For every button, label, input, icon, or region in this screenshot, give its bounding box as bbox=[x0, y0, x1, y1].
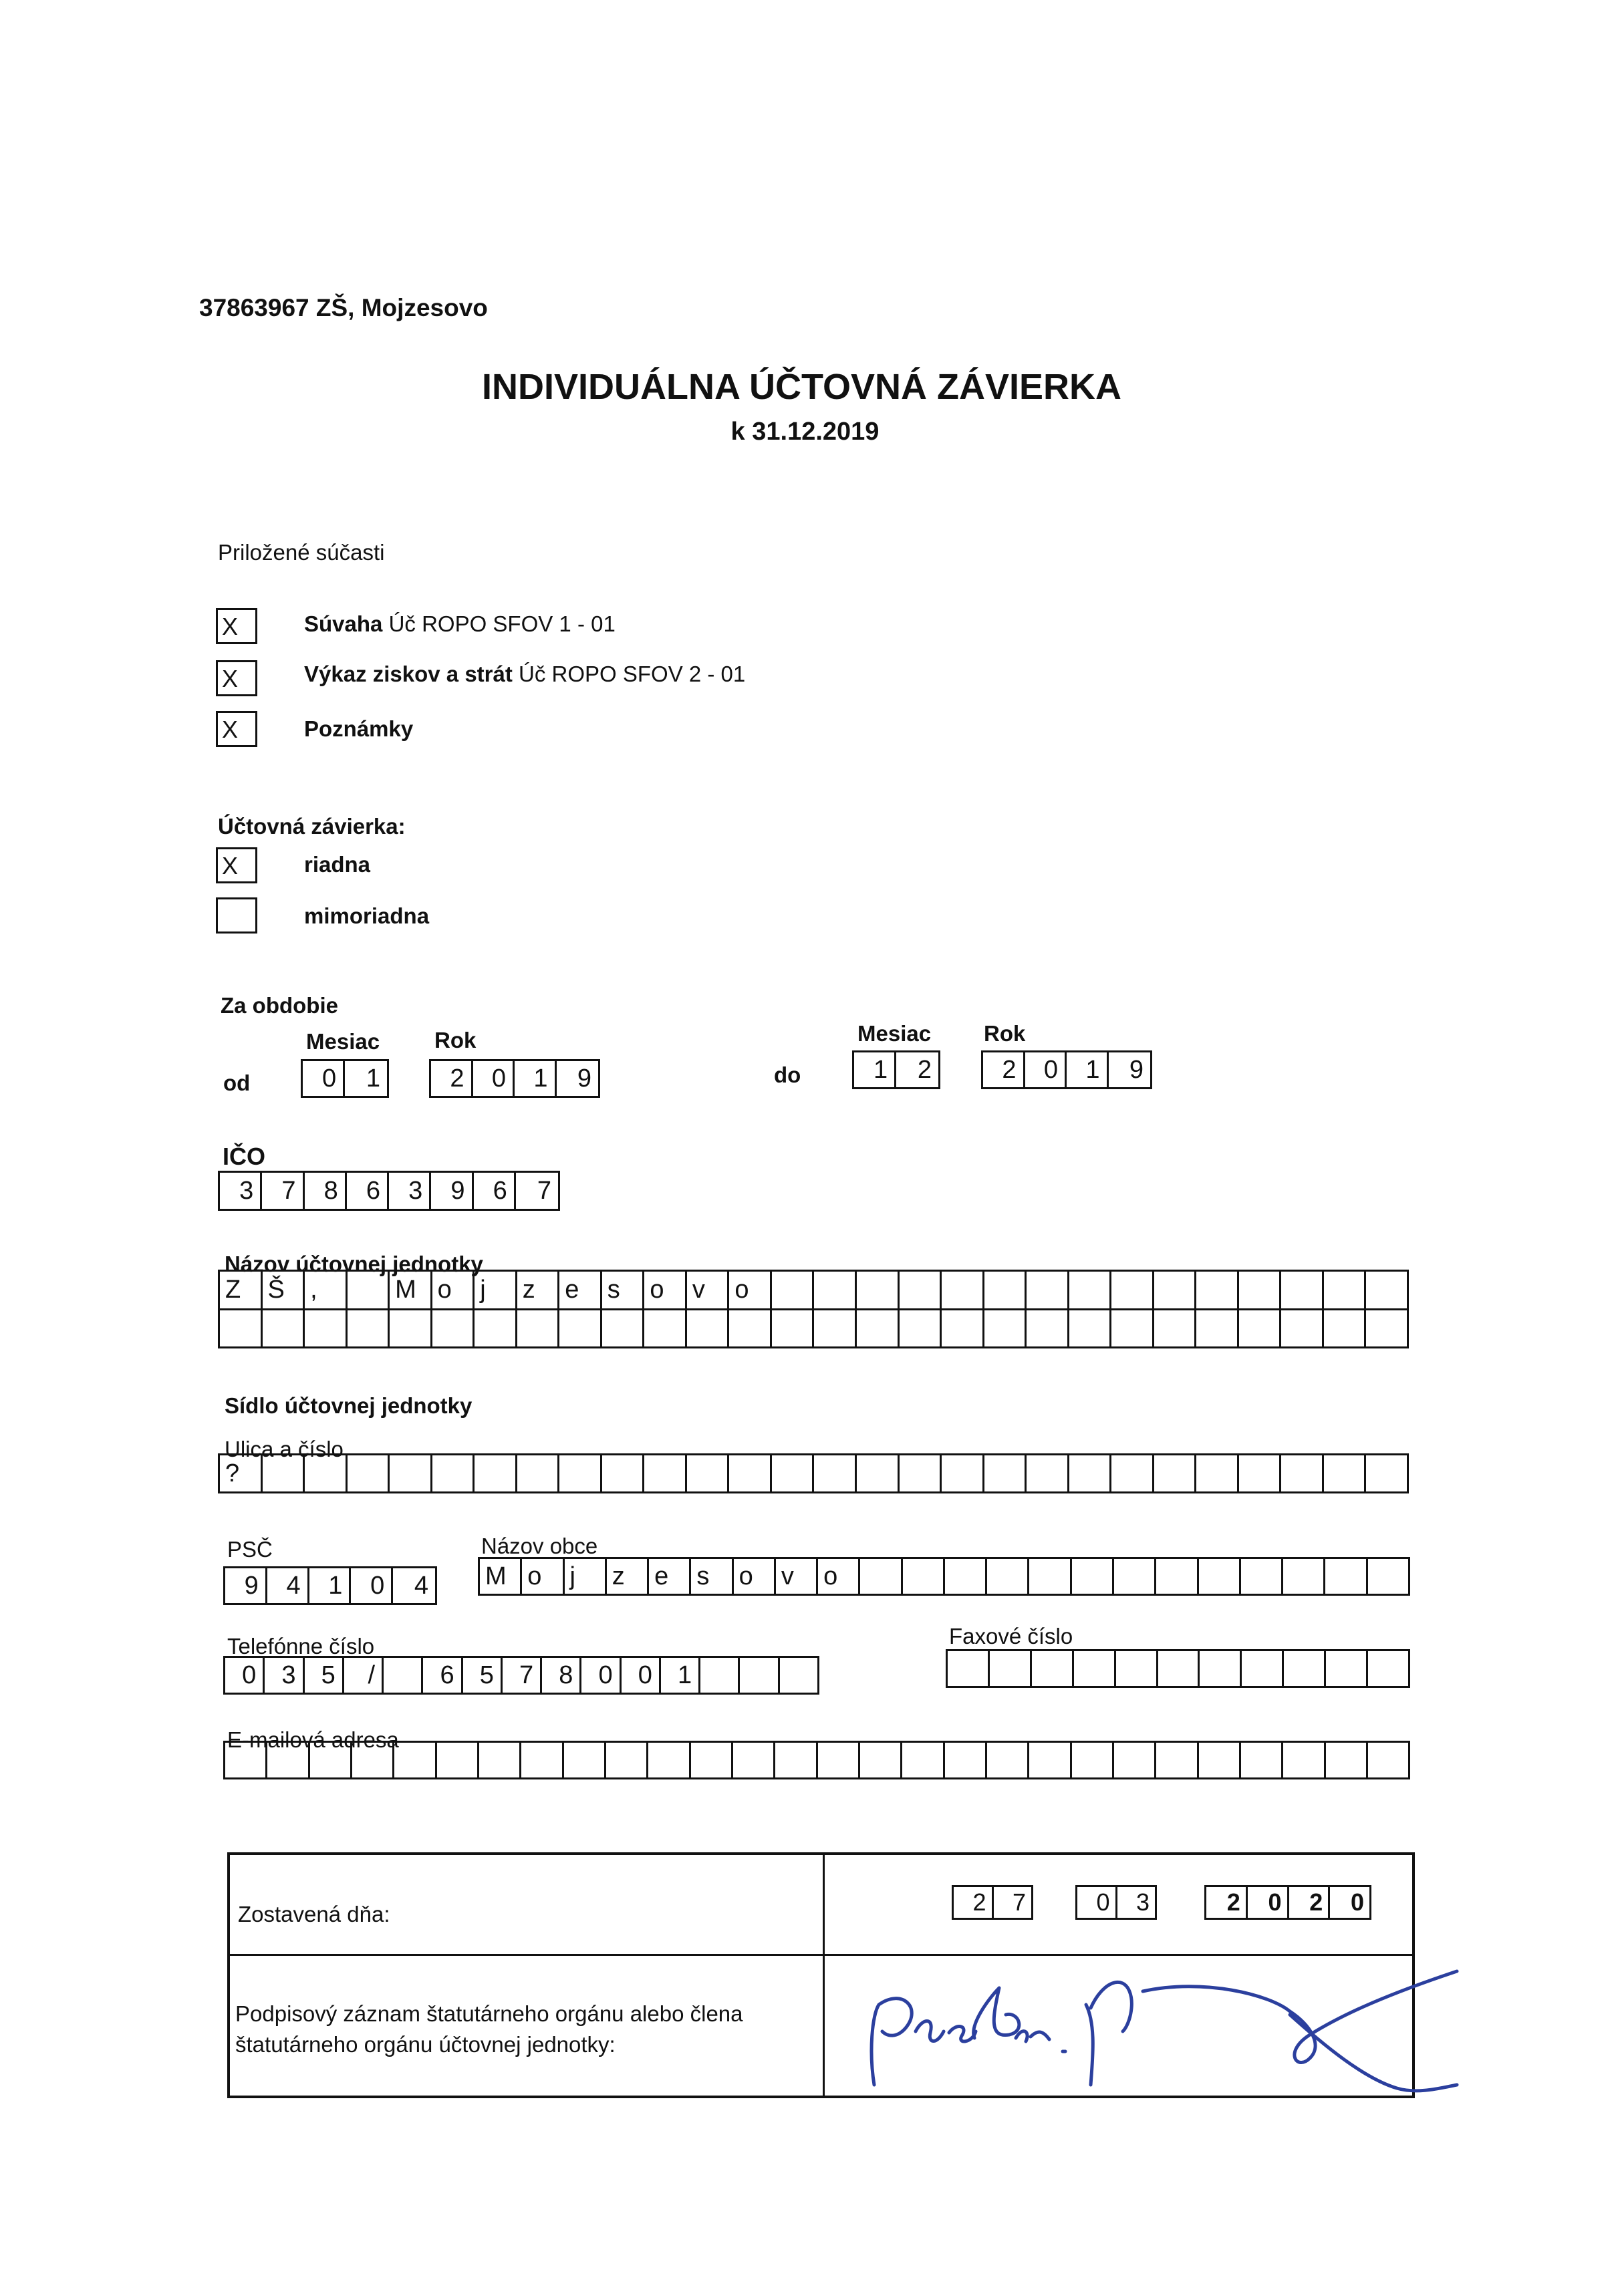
digit-cell: 0 bbox=[473, 1061, 515, 1096]
digit-cell: 4 bbox=[267, 1568, 309, 1603]
char-cell bbox=[564, 1743, 606, 1777]
to-month-field[interactable] bbox=[852, 1050, 940, 1089]
char-cell: 5 bbox=[305, 1658, 344, 1693]
checkbox-poznamky[interactable]: X bbox=[216, 711, 257, 747]
char-cell bbox=[900, 1310, 942, 1347]
char-cell: 0 bbox=[581, 1658, 621, 1693]
digit-cell: 2 bbox=[917, 1055, 932, 1084]
char-cell bbox=[602, 1455, 645, 1491]
attachment-name: Súvaha bbox=[304, 611, 383, 636]
char-cell bbox=[1199, 1743, 1241, 1777]
attachment-item-vykaz bbox=[304, 662, 745, 687]
char-cell bbox=[1366, 1272, 1407, 1308]
char-cell bbox=[1326, 1651, 1368, 1686]
char-cell bbox=[857, 1310, 900, 1347]
char-cell bbox=[1158, 1651, 1200, 1686]
char-cell bbox=[818, 1743, 860, 1777]
digit-cell: 0 bbox=[1025, 1052, 1067, 1087]
digit-cell: 2 bbox=[1289, 1887, 1331, 1918]
char-cell: 6 bbox=[423, 1658, 462, 1693]
char-cell bbox=[348, 1455, 390, 1491]
char-cell bbox=[1200, 1651, 1242, 1686]
digit-cell: 3 bbox=[389, 1173, 431, 1209]
char-cell bbox=[775, 1743, 817, 1777]
char-cell bbox=[1324, 1310, 1367, 1347]
attachments-label: Priložené súčasti bbox=[218, 540, 385, 565]
char-cell bbox=[437, 1743, 479, 1777]
char-cell bbox=[1281, 1272, 1324, 1308]
ico-label: IČO bbox=[223, 1143, 266, 1170]
char-cell bbox=[1281, 1455, 1324, 1491]
char-cell bbox=[900, 1272, 942, 1308]
digit-cell: 9 bbox=[225, 1568, 267, 1603]
char-cell bbox=[310, 1743, 352, 1777]
from-label: od bbox=[223, 1070, 251, 1095]
char-cell bbox=[390, 1310, 432, 1347]
char-cell bbox=[1156, 1559, 1198, 1594]
digit-cell: 3 bbox=[1135, 1888, 1150, 1916]
char-cell bbox=[606, 1743, 648, 1777]
char-cell bbox=[687, 1455, 730, 1491]
char-cell bbox=[1114, 1743, 1156, 1777]
char-cell bbox=[220, 1310, 263, 1347]
char-cell bbox=[1116, 1651, 1158, 1686]
attachment-code: Úč ROPO SFOV 2 - 01 bbox=[519, 662, 746, 686]
char-cell bbox=[772, 1455, 815, 1491]
char-cell: o bbox=[734, 1559, 776, 1594]
attachment-name: Výkaz ziskov a strát bbox=[304, 662, 513, 686]
char-cell bbox=[1324, 1455, 1367, 1491]
checkbox-mimoriadna[interactable] bbox=[216, 897, 257, 934]
char-cell bbox=[1074, 1651, 1116, 1686]
char-cell bbox=[948, 1651, 990, 1686]
digit-cell: 2 bbox=[431, 1061, 473, 1096]
char-cell bbox=[517, 1455, 560, 1491]
char-cell bbox=[987, 1559, 1029, 1594]
char-cell: v bbox=[776, 1559, 818, 1594]
email-field[interactable] bbox=[223, 1741, 1410, 1779]
char-cell bbox=[1196, 1310, 1239, 1347]
option-riadna: riadna bbox=[304, 852, 371, 877]
char-cell bbox=[225, 1743, 267, 1777]
char-cell bbox=[1368, 1743, 1408, 1777]
char-cell bbox=[990, 1651, 1032, 1686]
digit-cell: 0 bbox=[303, 1061, 345, 1096]
char-cell: Š bbox=[263, 1272, 305, 1308]
char-cell bbox=[1366, 1455, 1407, 1491]
char-cell bbox=[1284, 1651, 1326, 1686]
digit-cell: 9 bbox=[431, 1173, 473, 1209]
char-cell: j bbox=[565, 1559, 607, 1594]
char-cell bbox=[1114, 1559, 1156, 1594]
char-cell bbox=[644, 1310, 687, 1347]
compiled-day-field[interactable] bbox=[952, 1885, 1033, 1920]
char-cell: 1 bbox=[661, 1658, 700, 1693]
digit-cell: 2 bbox=[954, 1887, 994, 1918]
char-cell bbox=[602, 1310, 645, 1347]
to-month-label: Mesiac bbox=[857, 1021, 932, 1046]
digit-cell: 4 bbox=[414, 1571, 428, 1600]
char-cell bbox=[384, 1658, 423, 1693]
city-row bbox=[480, 1559, 1408, 1594]
digit-cell: 6 bbox=[347, 1173, 389, 1209]
entity-name-field[interactable] bbox=[218, 1270, 1409, 1348]
compiled-year-field[interactable] bbox=[1204, 1885, 1371, 1920]
closing-type-label: Účtovná závierka: bbox=[218, 814, 406, 839]
char-cell: z bbox=[517, 1272, 560, 1308]
street-row bbox=[220, 1455, 1407, 1491]
digit-cell: 1 bbox=[309, 1568, 352, 1603]
checkbox-riadna[interactable]: X bbox=[216, 847, 257, 883]
char-cell: 0 bbox=[225, 1658, 265, 1693]
char-cell: s bbox=[691, 1559, 733, 1594]
attachment-item-poznamky: Poznámky bbox=[304, 716, 414, 741]
phone-field[interactable] bbox=[223, 1656, 819, 1695]
char-cell: M bbox=[480, 1559, 522, 1594]
handwritten-signature bbox=[855, 1951, 1497, 2105]
char-cell bbox=[479, 1743, 521, 1777]
phone-row bbox=[225, 1658, 817, 1693]
as-of-date: k 31.12.2019 bbox=[730, 418, 880, 446]
char-cell: j bbox=[475, 1272, 517, 1308]
char-cell bbox=[729, 1310, 772, 1347]
char-cell bbox=[860, 1743, 902, 1777]
char-cell bbox=[740, 1658, 779, 1693]
char-cell: 3 bbox=[265, 1658, 304, 1693]
char-cell bbox=[1069, 1310, 1112, 1347]
char-cell bbox=[432, 1455, 475, 1491]
city-field[interactable] bbox=[478, 1557, 1410, 1596]
attachment-code: Úč ROPO SFOV 1 - 01 bbox=[388, 611, 616, 636]
char-cell bbox=[648, 1743, 690, 1777]
char-cell: 7 bbox=[503, 1658, 542, 1693]
char-cell bbox=[814, 1310, 857, 1347]
char-cell: / bbox=[344, 1658, 384, 1693]
char-cell bbox=[1111, 1455, 1154, 1491]
char-cell: o bbox=[818, 1559, 860, 1594]
char-cell bbox=[475, 1455, 517, 1491]
char-cell: Z bbox=[220, 1272, 263, 1308]
char-cell: o bbox=[729, 1272, 772, 1308]
digit-cell: 7 bbox=[537, 1176, 551, 1205]
char-cell bbox=[521, 1743, 563, 1777]
digit-cell: 0 bbox=[1248, 1887, 1289, 1918]
digit-cell: 1 bbox=[1067, 1052, 1109, 1087]
char-cell bbox=[942, 1455, 984, 1491]
digit-cell: 0 bbox=[351, 1568, 393, 1603]
char-cell: 8 bbox=[542, 1658, 581, 1693]
entity-name-row-2 bbox=[220, 1308, 1407, 1347]
char-cell bbox=[729, 1455, 772, 1491]
char-cell bbox=[945, 1743, 987, 1777]
char-cell bbox=[1027, 1310, 1069, 1347]
char-cell bbox=[1199, 1559, 1241, 1594]
char-cell bbox=[263, 1310, 305, 1347]
char-cell bbox=[984, 1310, 1027, 1347]
checkbox-suvaha[interactable]: X bbox=[216, 608, 257, 644]
phone-label: Telefónne číslo bbox=[227, 1634, 375, 1659]
char-cell bbox=[1239, 1455, 1282, 1491]
char-cell bbox=[1366, 1310, 1407, 1347]
char-cell bbox=[772, 1310, 815, 1347]
char-cell bbox=[814, 1272, 857, 1308]
char-cell bbox=[1072, 1743, 1114, 1777]
char-cell bbox=[559, 1310, 602, 1347]
char-cell bbox=[352, 1743, 394, 1777]
digit-cell: 1 bbox=[854, 1052, 896, 1087]
char-cell bbox=[1072, 1559, 1114, 1594]
compiled-month-field[interactable] bbox=[1075, 1885, 1157, 1920]
char-cell bbox=[348, 1310, 390, 1347]
char-cell bbox=[644, 1455, 687, 1491]
city-label: Názov obce bbox=[481, 1534, 598, 1558]
ico-field[interactable] bbox=[218, 1171, 560, 1211]
seat-label: Sídlo účtovnej jednotky bbox=[225, 1393, 473, 1418]
char-cell bbox=[1196, 1455, 1239, 1491]
char-cell bbox=[1154, 1310, 1197, 1347]
period-label: Za obdobie bbox=[221, 993, 338, 1018]
char-cell: e bbox=[649, 1559, 691, 1594]
char-cell bbox=[475, 1310, 517, 1347]
char-cell: e bbox=[559, 1272, 602, 1308]
digit-cell: 1 bbox=[515, 1061, 557, 1096]
char-cell bbox=[780, 1658, 817, 1693]
char-cell bbox=[857, 1272, 900, 1308]
char-cell bbox=[263, 1455, 305, 1491]
char-cell bbox=[900, 1455, 942, 1491]
char-cell bbox=[1156, 1743, 1198, 1777]
compiled-label: Zostavená dňa: bbox=[238, 1902, 390, 1926]
char-cell bbox=[1283, 1743, 1325, 1777]
char-cell bbox=[305, 1455, 348, 1491]
digit-cell: 7 bbox=[1012, 1888, 1026, 1916]
digit-cell: 3 bbox=[220, 1173, 262, 1209]
char-cell bbox=[984, 1455, 1027, 1491]
street-label: Ulica a číslo bbox=[225, 1437, 344, 1461]
char-cell: v bbox=[687, 1272, 730, 1308]
fax-field[interactable] bbox=[946, 1649, 1410, 1688]
from-month-label: Mesiac bbox=[306, 1029, 380, 1054]
char-cell bbox=[1154, 1272, 1197, 1308]
char-cell bbox=[772, 1272, 815, 1308]
char-cell bbox=[1239, 1272, 1282, 1308]
char-cell bbox=[1239, 1310, 1282, 1347]
char-cell: M bbox=[390, 1272, 432, 1308]
from-month-field[interactable] bbox=[301, 1059, 389, 1098]
char-cell bbox=[687, 1310, 730, 1347]
char-cell bbox=[691, 1743, 733, 1777]
fax-label: Faxové číslo bbox=[949, 1624, 1073, 1648]
digit-cell: 7 bbox=[262, 1173, 304, 1209]
char-cell: o bbox=[644, 1272, 687, 1308]
char-cell bbox=[1196, 1272, 1239, 1308]
char-cell bbox=[984, 1272, 1027, 1308]
char-cell: z bbox=[607, 1559, 649, 1594]
psc-field[interactable] bbox=[223, 1566, 437, 1605]
digit-cell: 9 bbox=[1129, 1055, 1144, 1084]
to-year-field[interactable] bbox=[981, 1050, 1152, 1089]
char-cell bbox=[1281, 1310, 1324, 1347]
from-year-field[interactable] bbox=[429, 1059, 600, 1098]
char-cell bbox=[1241, 1559, 1283, 1594]
char-cell bbox=[860, 1559, 902, 1594]
char-cell bbox=[1069, 1455, 1112, 1491]
char-cell bbox=[902, 1743, 944, 1777]
email-label: E-mailová adresa bbox=[227, 1727, 399, 1752]
table-divider bbox=[823, 1855, 825, 2096]
char-cell bbox=[1027, 1272, 1069, 1308]
to-year-label: Rok bbox=[984, 1021, 1026, 1046]
char-cell bbox=[1029, 1559, 1071, 1594]
char-cell bbox=[1242, 1651, 1284, 1686]
char-cell bbox=[945, 1559, 987, 1594]
char-cell bbox=[1241, 1743, 1283, 1777]
char-cell bbox=[1154, 1455, 1197, 1491]
char-cell bbox=[733, 1743, 775, 1777]
char-cell bbox=[700, 1658, 740, 1693]
char-cell bbox=[1283, 1559, 1325, 1594]
char-cell bbox=[1069, 1272, 1112, 1308]
char-cell: ? bbox=[220, 1455, 263, 1491]
char-cell bbox=[1368, 1651, 1408, 1686]
char-cell bbox=[942, 1272, 984, 1308]
digit-cell: 9 bbox=[577, 1064, 591, 1093]
char-cell bbox=[1368, 1559, 1408, 1594]
char-cell bbox=[1032, 1651, 1074, 1686]
char-cell bbox=[559, 1455, 602, 1491]
entity-name-row-1 bbox=[220, 1272, 1407, 1308]
email-row bbox=[225, 1743, 1408, 1777]
char-cell bbox=[267, 1743, 309, 1777]
digit-cell: 1 bbox=[366, 1064, 380, 1093]
digit-cell: 8 bbox=[305, 1173, 347, 1209]
attachment-item-suvaha bbox=[304, 611, 616, 637]
option-mimoriadna: mimoriadna bbox=[304, 903, 430, 928]
char-cell: s bbox=[602, 1272, 645, 1308]
char-cell bbox=[517, 1310, 560, 1347]
fax-row bbox=[948, 1651, 1408, 1686]
char-cell bbox=[1325, 1559, 1367, 1594]
digit-cell: 0 bbox=[1077, 1887, 1117, 1918]
checkbox-vykaz[interactable]: X bbox=[216, 660, 257, 696]
char-cell bbox=[1029, 1743, 1071, 1777]
char-cell bbox=[1027, 1455, 1069, 1491]
document-title: INDIVIDUÁLNA ÚČTOVNÁ ZÁVIERKA bbox=[481, 367, 1122, 407]
char-cell: 5 bbox=[463, 1658, 503, 1693]
digit-cell: 2 bbox=[983, 1052, 1025, 1087]
char-cell bbox=[1111, 1272, 1154, 1308]
char-cell: o bbox=[522, 1559, 564, 1594]
street-field[interactable] bbox=[218, 1453, 1409, 1493]
char-cell bbox=[857, 1455, 900, 1491]
entity-name-label: Názov účtovnej jednotky bbox=[225, 1252, 483, 1276]
to-label: do bbox=[774, 1062, 801, 1087]
char-cell: 0 bbox=[622, 1658, 661, 1693]
char-cell: o bbox=[432, 1272, 475, 1308]
digit-cell: 0 bbox=[1350, 1888, 1364, 1916]
char-cell: , bbox=[305, 1272, 348, 1308]
org-line: 37863967 ZŠ, Mojzesovo bbox=[199, 294, 488, 321]
char-cell bbox=[305, 1310, 348, 1347]
char-cell bbox=[394, 1743, 436, 1777]
char-cell bbox=[1111, 1310, 1154, 1347]
char-cell bbox=[1326, 1743, 1368, 1777]
signature-label: Podpisový záznam štatutárneho orgánu alebo člena štatutárneho orgánu účtovnej jednotky: bbox=[235, 2001, 743, 2057]
char-cell bbox=[348, 1272, 390, 1308]
char-cell bbox=[987, 1743, 1029, 1777]
char-cell bbox=[390, 1455, 432, 1491]
char-cell bbox=[1324, 1272, 1367, 1308]
char-cell bbox=[903, 1559, 945, 1594]
char-cell bbox=[432, 1310, 475, 1347]
digit-cell: 2 bbox=[1206, 1887, 1248, 1918]
digit-cell: 6 bbox=[474, 1173, 516, 1209]
char-cell bbox=[942, 1310, 984, 1347]
char-cell bbox=[814, 1455, 857, 1491]
psc-label: PSČ bbox=[227, 1537, 273, 1562]
from-year-label: Rok bbox=[434, 1028, 477, 1052]
